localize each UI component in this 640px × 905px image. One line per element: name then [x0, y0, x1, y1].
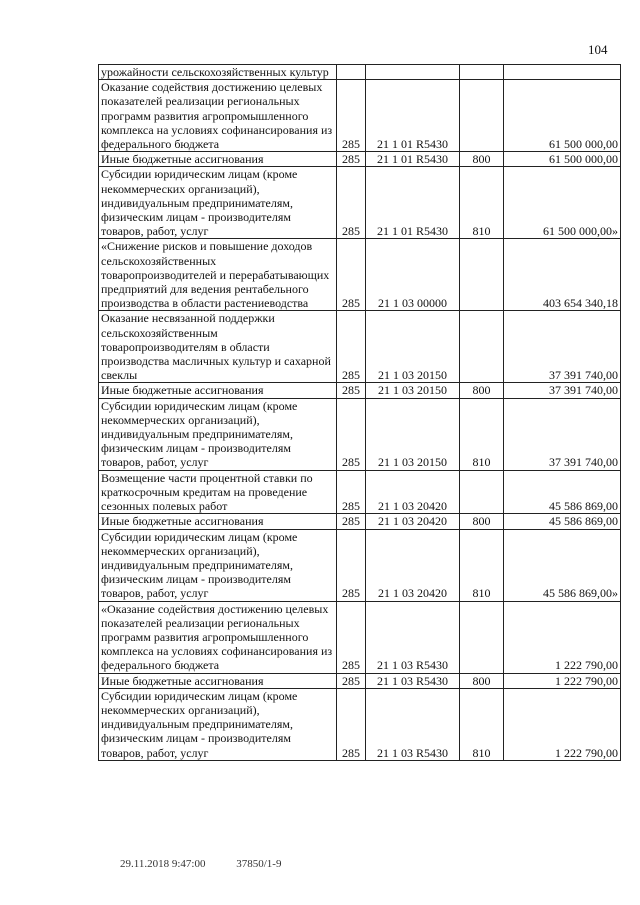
ministry-code: 285 [337, 529, 366, 601]
amount: 45 586 869,00» [504, 529, 621, 601]
target-article-code: 21 1 03 20420 [366, 529, 460, 601]
target-article-code: 21 1 03 R5430 [366, 601, 460, 673]
item-name: Возмещение части процентной ставки по краткосрочным кредитам на проведение сезонных полевых работ [99, 470, 337, 514]
ministry-code: 285 [337, 383, 366, 398]
amount: 1 222 790,00 [504, 601, 621, 673]
ministry-code: 285 [337, 239, 366, 311]
table-row [99, 152, 621, 167]
expense-type-code [460, 80, 504, 152]
amount: 1 222 790,00 [504, 688, 621, 760]
target-article-code: 21 1 03 R5430 [366, 688, 460, 760]
amount: 61 500 000,00» [504, 167, 621, 239]
amount [504, 65, 621, 80]
amount: 61 500 000,00 [504, 80, 621, 152]
expense-type-code [460, 239, 504, 311]
footer-timestamp: 29.11.2018 9:47:00 [120, 858, 206, 870]
table-row [99, 383, 621, 398]
item-name: Субсидии юридическим лицам (кроме некоммерческих организаций), индивидуальным предпринимателям, физическим лицам - производителям товаров, работ, услуг [99, 529, 337, 601]
expense-type-code [460, 470, 504, 514]
item-name: «Снижение рисков и повышение доходов сельскохозяйственных товаропроизводителей и перерабатывающих предприятий для ведения рентабельного производства в области растениеводства [99, 239, 337, 311]
amount: 45 586 869,00 [504, 514, 621, 529]
target-article-code: 21 1 03 20420 [366, 470, 460, 514]
amount: 37 391 740,00 [504, 383, 621, 398]
item-name: Оказание содействия достижению целевых показателей реализации региональных программ развития агропромышленного комплекса на условиях софинансирования из федерального бюджета [99, 80, 337, 152]
item-name: Оказание несвязанной поддержки сельскохозяйственным товаропроизводителям в области производства масличных культур и сахарной свеклы [99, 311, 337, 383]
table-row [99, 80, 621, 152]
ministry-code [337, 65, 366, 80]
expense-type-code: 800 [460, 673, 504, 688]
expense-type-code [460, 311, 504, 383]
ministry-code: 285 [337, 470, 366, 514]
table-row [99, 601, 621, 673]
ministry-code: 285 [337, 80, 366, 152]
ministry-code: 285 [337, 152, 366, 167]
footer [120, 858, 309, 870]
item-name: Субсидии юридическим лицам (кроме некоммерческих организаций), индивидуальным предпринимателям, физическим лицам - производителям товаров, работ, услуг [99, 167, 337, 239]
target-article-code: 21 1 03 20150 [366, 383, 460, 398]
item-name: «Оказание содействия достижению целевых показателей реализации региональных программ развития агропромышленного комплекса на условиях софинансирования из федерального бюджета [99, 601, 337, 673]
table-row [99, 529, 621, 601]
table-row [99, 398, 621, 470]
table-row [99, 239, 621, 311]
target-article-code: 21 1 03 20420 [366, 514, 460, 529]
expense-type-code: 800 [460, 383, 504, 398]
amount: 37 391 740,00 [504, 311, 621, 383]
target-article-code: 21 1 03 20150 [366, 398, 460, 470]
item-name: Иные бюджетные ассигнования [99, 152, 337, 167]
ministry-code: 285 [337, 514, 366, 529]
expense-type-code [460, 601, 504, 673]
expense-type-code: 810 [460, 167, 504, 239]
expense-type-code: 800 [460, 514, 504, 529]
table-row [99, 688, 621, 760]
expense-type-code: 810 [460, 688, 504, 760]
ministry-code: 285 [337, 601, 366, 673]
expense-type-code: 810 [460, 529, 504, 601]
target-article-code: 21 1 01 R5430 [366, 167, 460, 239]
table-row [99, 167, 621, 239]
amount: 403 654 340,18 [504, 239, 621, 311]
amount: 37 391 740,00 [504, 398, 621, 470]
table-row [99, 65, 621, 80]
item-name: Иные бюджетные ассигнования [99, 673, 337, 688]
table-row [99, 673, 621, 688]
expense-type-code: 810 [460, 398, 504, 470]
expense-type-code [460, 65, 504, 80]
ministry-code: 285 [337, 167, 366, 239]
target-article-code: 21 1 01 R5430 [366, 152, 460, 167]
target-article-code: 21 1 01 R5430 [366, 80, 460, 152]
ministry-code: 285 [337, 311, 366, 383]
item-name: Субсидии юридическим лицам (кроме некоммерческих организаций), индивидуальным предпринимателям, физическим лицам - производителям товаров, работ, услуг [99, 688, 337, 760]
target-article-code [366, 65, 460, 80]
ministry-code: 285 [337, 688, 366, 760]
table-row [99, 470, 621, 514]
table-row [99, 514, 621, 529]
ministry-code: 285 [337, 673, 366, 688]
target-article-code: 21 1 03 20150 [366, 311, 460, 383]
ministry-code: 285 [337, 398, 366, 470]
table-row [99, 311, 621, 383]
target-article-code: 21 1 03 R5430 [366, 673, 460, 688]
amount: 61 500 000,00 [504, 152, 621, 167]
footer-doc-id: 37850/1-9 [236, 858, 282, 870]
amount: 1 222 790,00 [504, 673, 621, 688]
item-name: урожайности сельскохозяйственных культур [99, 65, 337, 80]
item-name: Иные бюджетные ассигнования [99, 514, 337, 529]
item-name: Субсидии юридическим лицам (кроме некоммерческих организаций), индивидуальным предпринимателям, физическим лицам - производителям товаров, работ, услуг [99, 398, 337, 470]
page-number: 104 [588, 42, 608, 57]
budget-table [98, 64, 621, 761]
amount: 45 586 869,00 [504, 470, 621, 514]
item-name: Иные бюджетные ассигнования [99, 383, 337, 398]
target-article-code: 21 1 03 00000 [366, 239, 460, 311]
expense-type-code: 800 [460, 152, 504, 167]
